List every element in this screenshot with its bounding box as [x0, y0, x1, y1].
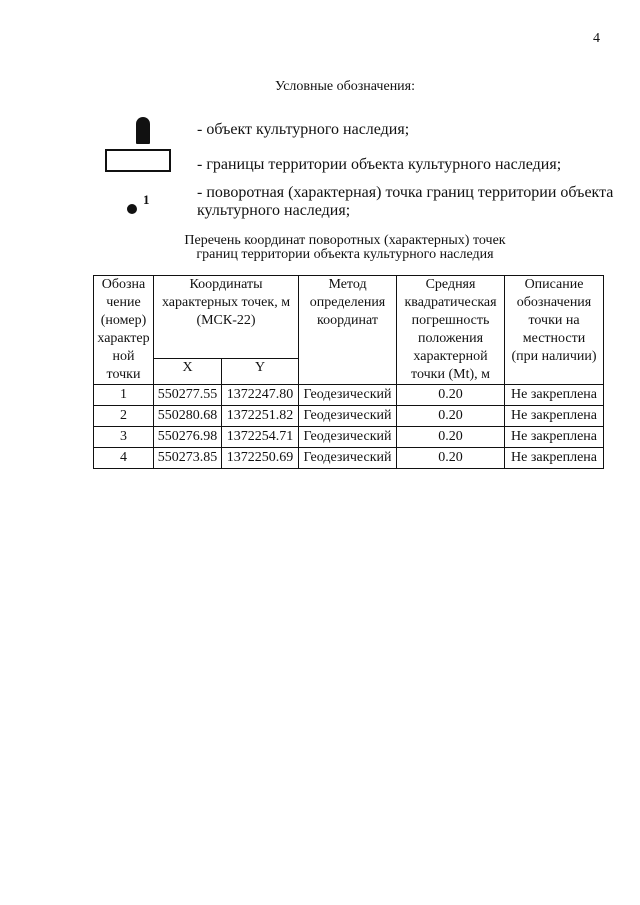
point-number-label: 1	[143, 192, 150, 207]
cell-y: 1372250.69	[222, 448, 299, 469]
caption-line1: Перечень координат поворотных (характерных) точек	[184, 233, 506, 248]
point-dot-icon	[127, 204, 137, 214]
cell-method: Геодезический	[299, 448, 397, 469]
cell-y: 1372247.80	[222, 385, 299, 406]
cell-desc: Не закреплена	[505, 427, 604, 448]
header-coordinates: Координаты характерных точек, м (МСК-22)	[154, 276, 299, 359]
legend-text-point-line1: - поворотная (характерная) точка границ территории объекта	[197, 184, 614, 201]
cell-x: 550273.85	[154, 448, 222, 469]
header-method: Метод определения координат	[299, 276, 397, 385]
boundary-rectangle-icon	[105, 149, 171, 172]
cell-mt: 0.20	[397, 427, 505, 448]
page-number: 4	[593, 31, 600, 46]
cell-x: 550277.55	[154, 385, 222, 406]
table-row	[94, 406, 604, 427]
cell-num: 4	[94, 448, 154, 469]
header-y: Y	[222, 359, 299, 385]
cell-desc: Не закреплена	[505, 406, 604, 427]
cell-desc: Не закреплена	[505, 448, 604, 469]
legend-text-monument: - объект культурного наследия;	[197, 121, 410, 138]
table-row	[94, 448, 604, 469]
table-row	[94, 427, 604, 448]
cell-x: 550280.68	[154, 406, 222, 427]
legend-text-point	[197, 184, 613, 220]
cell-mt: 0.20	[397, 406, 505, 427]
cell-num: 1	[94, 385, 154, 406]
cell-desc: Не закреплена	[505, 385, 604, 406]
cell-num: 3	[94, 427, 154, 448]
legend-text-boundary: - границы территории объекта культурного наследия;	[197, 156, 562, 173]
cell-method: Геодезический	[299, 406, 397, 427]
header-x: X	[154, 359, 222, 385]
header-mean-error: Средняя квадратическая погрешность положения характерной точки (Mt), м	[397, 276, 505, 385]
cell-y: 1372251.82	[222, 406, 299, 427]
cell-num: 2	[94, 406, 154, 427]
coordinates-table	[93, 275, 604, 469]
cell-x: 550276.98	[154, 427, 222, 448]
legend-title: Условные обозначения:	[274, 79, 416, 94]
cell-y: 1372254.71	[222, 427, 299, 448]
table-row	[94, 385, 604, 406]
caption-line2: границ территории объекта культурного наследия	[196, 247, 494, 262]
monument-icon	[136, 117, 150, 144]
legend-text-point-line2: культурного наследия;	[197, 202, 351, 219]
cell-method: Геодезический	[299, 427, 397, 448]
table-caption	[0, 234, 640, 262]
cell-mt: 0.20	[397, 385, 505, 406]
cell-mt: 0.20	[397, 448, 505, 469]
cell-method: Геодезический	[299, 385, 397, 406]
header-point-number: Обозна чение (номер) характер ной точки	[94, 276, 154, 385]
header-description: Описание обозначения точки на местности (при наличии)	[505, 276, 604, 385]
